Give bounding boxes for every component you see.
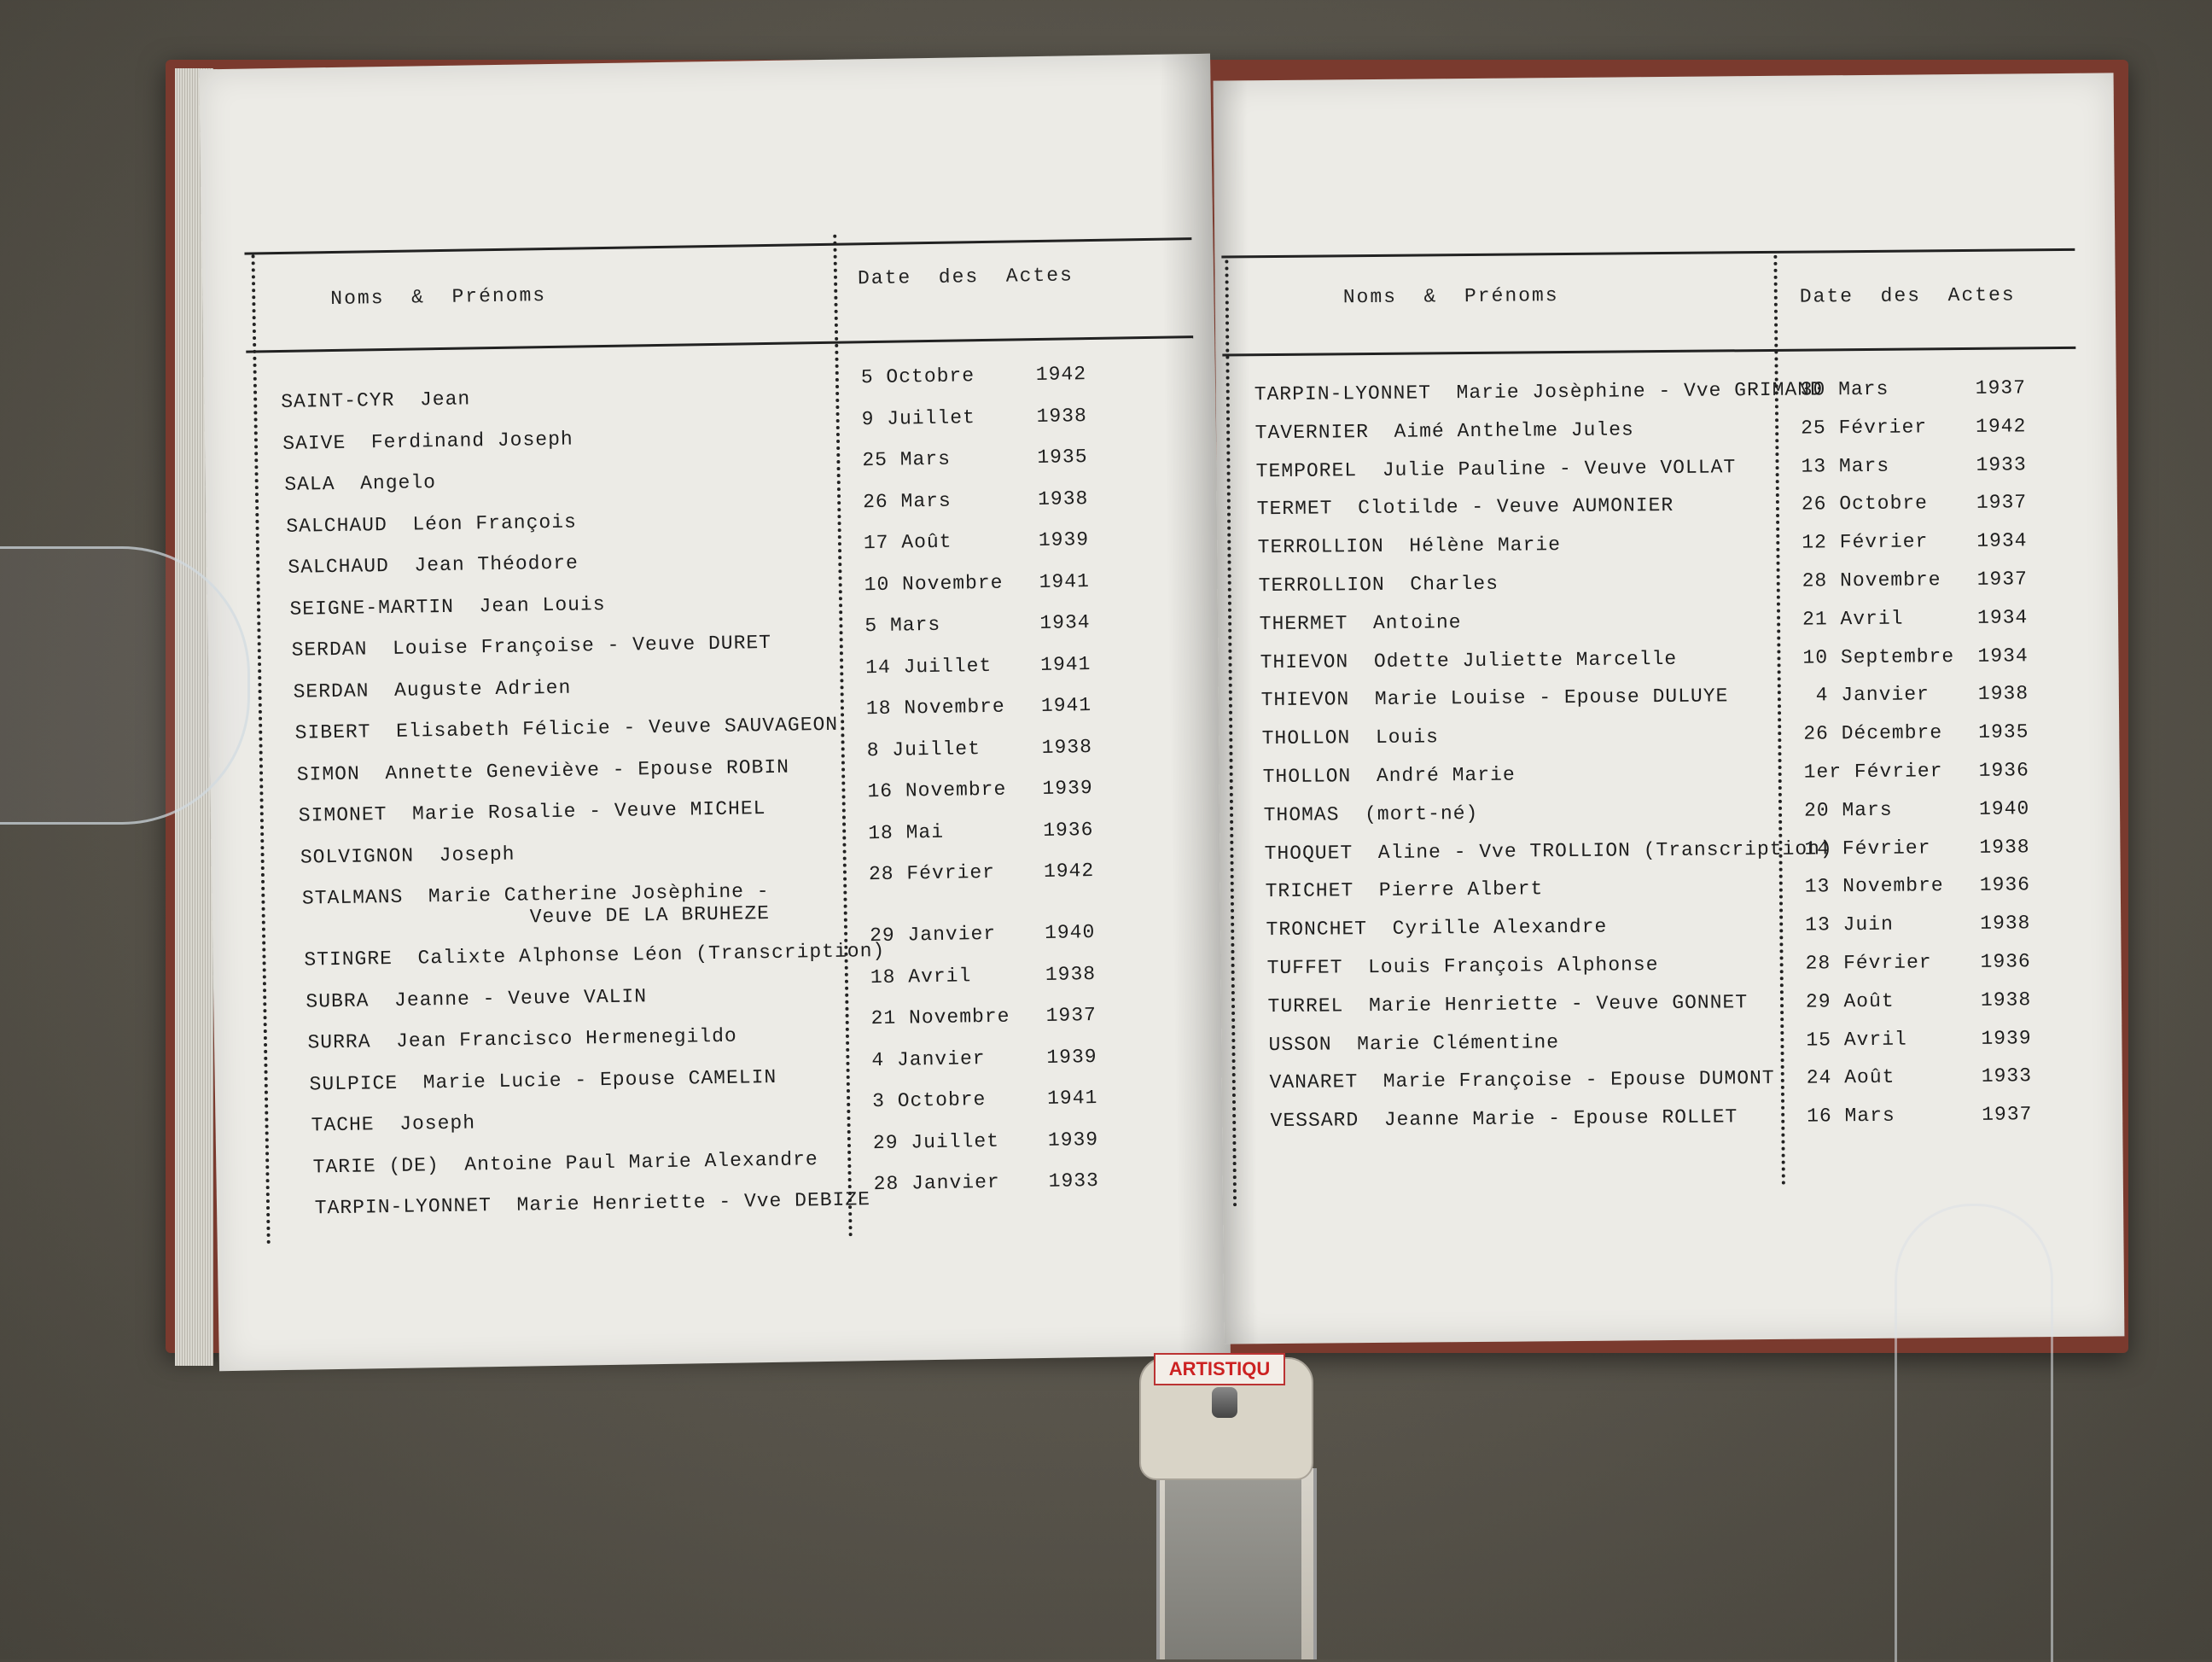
entry-name: TARPIN-LYONNET Marie Henriette - Vve DEBIZE	[314, 1188, 871, 1220]
entry-date	[1804, 835, 2030, 860]
entry-year: 1941	[1046, 1087, 1098, 1110]
entry-name: THOQUET Aline - Vve TROLLION (Transcription)	[1264, 837, 1833, 865]
entry-day-month: 25 Février	[1801, 416, 1928, 440]
entry-year: 1938	[1977, 682, 2029, 706]
entry-year: 1933	[1976, 452, 2027, 476]
entry-year: 1934	[1976, 529, 2028, 553]
entry-day-month: 20 Mars	[1803, 798, 1893, 822]
entry-name: TACHE Joseph	[311, 1111, 476, 1137]
entry-day-month: 18 Mai	[868, 820, 945, 844]
entry-day-month: 29 Janvier	[869, 922, 997, 948]
entry-day-month: 4 Janvier	[871, 1047, 986, 1071]
right-page	[1214, 73, 2125, 1344]
entry-name: SALA Angelo	[284, 471, 437, 496]
entry-day-month: 17 Août	[863, 530, 952, 555]
entry-date	[1800, 376, 2027, 401]
entry-day-month: 13 Novembre	[1804, 874, 1944, 899]
entry-date	[871, 1087, 1098, 1113]
entry-name: THIEVON Marie Louise - Epouse DULUYE	[1260, 685, 1729, 712]
entry-name: THOMAS (mort-né)	[1263, 802, 1479, 826]
entry-name: VANARET Marie Françoise - Epouse DUMONT	[1269, 1067, 1775, 1094]
entry-year: 1937	[1976, 568, 2029, 591]
entry-year: 1939	[1038, 528, 1090, 552]
entry-name: SALCHAUD Jean Théodore	[288, 551, 579, 579]
entry-date	[1805, 912, 2031, 936]
header-dates: Date des Actes	[1799, 283, 2016, 308]
entry-year: 1938	[1041, 735, 1093, 759]
entry-year: 1933	[1981, 1064, 2033, 1088]
entry-date	[1801, 452, 2027, 478]
entry-year: 1942	[1043, 860, 1095, 883]
entry-day-month: 30 Mars	[1800, 377, 1889, 401]
entry-name: TRONCHET Cyrille Alexandre	[1266, 915, 1608, 942]
entry-year: 1936	[1980, 950, 2031, 973]
entry-date	[1801, 491, 2028, 516]
entry-name: TRICHET Pierre Albert	[1265, 878, 1544, 903]
header-names: Noms & Prénoms	[330, 284, 547, 311]
entry-date	[1802, 682, 2029, 708]
entry-day-month: 26 Décembre	[1803, 721, 1943, 745]
entry-date	[871, 1045, 1097, 1071]
entry-day-month: 12 Février	[1802, 530, 1929, 554]
entry-day-month: 13 Mars	[1801, 454, 1890, 478]
entry-name: SAIVE Ferdinand Joseph	[282, 428, 573, 455]
entry-name: TERROLLION Hélène Marie	[1257, 534, 1562, 559]
entry-date	[1803, 797, 2030, 822]
entry-name: SURRA Jean Francisco Hermenegildo	[307, 1024, 737, 1054]
entry-year: 1937	[1975, 376, 2027, 399]
entry-year: 1934	[1976, 606, 2029, 629]
entry-year: 1936	[1979, 873, 2031, 897]
entry-name: TEMPOREL Julie Pauline - Veuve VOLLAT	[1255, 455, 1737, 482]
entry-day-month: 13 Juin	[1805, 913, 1894, 936]
entry-date	[863, 528, 1090, 555]
entry-date	[1806, 1064, 2033, 1089]
entry-date	[1805, 988, 2032, 1013]
entry-day-month: 14 Février	[1804, 836, 1931, 860]
entry-date	[1802, 529, 2028, 554]
entry-year: 1936	[1043, 818, 1094, 842]
entry-year: 1942	[1976, 415, 2027, 438]
entry-day-month: 4 Janvier	[1802, 683, 1930, 708]
entry-name: SERDAN Louise Françoise - Veuve DURET	[291, 631, 772, 662]
entry-year: 1939	[1981, 1026, 2032, 1050]
entry-day-month: 18 Novembre	[865, 695, 1005, 720]
entry-year: 1938	[1036, 404, 1088, 428]
entry-name: VESSARD Jeanne Marie - Epouse ROLLET	[1270, 1105, 1738, 1133]
entry-year: 1941	[1039, 652, 1091, 676]
entry-year: 1933	[1048, 1169, 1100, 1193]
entry-year: 1942	[1035, 363, 1087, 387]
entry-date	[1805, 950, 2031, 975]
entry-day-month: 29 Août	[1805, 989, 1895, 1013]
entry-date	[870, 962, 1097, 988]
entry-name: TAVERNIER Aimé Anthelme Jules	[1254, 418, 1634, 445]
entry-day-month: 21 Avril	[1802, 607, 1904, 631]
header-bottom-rule	[1222, 347, 2075, 357]
entry-year: 1938	[1979, 835, 2030, 859]
entry-day-month: 16 Mars	[1807, 1104, 1895, 1128]
entry-year: 1940	[1044, 921, 1096, 944]
entry-name: TARPIN-LYONNET Marie Josèphine - Vve GRIMAND	[1254, 378, 1823, 406]
wire-loop	[1895, 1204, 2053, 1662]
entry-date	[1802, 644, 2029, 669]
entry-year: 1941	[1040, 694, 1092, 717]
entry-year: 1934	[1977, 644, 2029, 668]
entry-name: SOLVIGNON Joseph	[300, 843, 515, 869]
entry-date	[1803, 759, 2029, 784]
entry-day-month: 10 Septembre	[1802, 644, 1955, 669]
entry-year: 1936	[1978, 759, 2029, 782]
entry-date	[870, 1004, 1097, 1030]
entry-day-month: 14 Juillet	[864, 654, 992, 679]
clamp-label: ARTISTIQU	[1154, 1353, 1285, 1385]
entry-day-month: 18 Avril	[870, 964, 972, 988]
header-dates: Date des Actes	[857, 264, 1074, 290]
entry-date	[872, 1128, 1099, 1154]
entry-year: 1939	[1047, 1128, 1099, 1152]
entry-name: TURREL Marie Henriette - Veuve GONNET	[1267, 991, 1749, 1018]
entry-date	[861, 404, 1088, 430]
entry-date	[862, 487, 1089, 513]
entry-year: 1935	[1978, 720, 2029, 744]
entry-day-month: 26 Mars	[862, 489, 952, 513]
entry-day-month: 28 Novembre	[1802, 569, 1941, 592]
entry-name: USSON Marie Clémentine	[1268, 1030, 1560, 1056]
entry-date	[868, 860, 1095, 886]
clamp-screw	[1212, 1387, 1237, 1418]
entry-day-month: 26 Octobre	[1801, 492, 1929, 516]
entry-date	[869, 921, 1096, 948]
entry-date	[873, 1169, 1100, 1196]
entry-year: 1938	[1037, 487, 1089, 510]
entry-year: 1938	[1980, 988, 2032, 1012]
entry-name: THIEVON Odette Juliette Marcelle	[1260, 647, 1678, 674]
entry-day-month: 5 Mars	[864, 613, 941, 638]
entry-year: 1941	[1039, 569, 1091, 593]
entry-name: STALMANS Marie Catherine Josèphine - Veuve DE LA BRUHEZE	[301, 880, 771, 932]
entry-day-month: 28 Février	[868, 860, 996, 886]
entry-year: 1937	[1045, 1004, 1097, 1027]
header-names: Noms & Prénoms	[1342, 284, 1559, 309]
entry-date	[1802, 568, 2029, 592]
entry-name: SEIGNE-MARTIN Jean Louis	[289, 592, 606, 621]
entry-date	[865, 694, 1092, 720]
entry-year: 1935	[1037, 446, 1088, 469]
entry-year: 1938	[1045, 962, 1097, 986]
entry-date	[862, 446, 1088, 472]
entry-date	[1804, 873, 2031, 899]
clamp-plate	[1165, 1477, 1301, 1659]
entry-name: SIBERT Elisabeth Félicie - Veuve SAUVAGEON	[294, 713, 839, 744]
entry-name: TERMET Clotilde - Veuve AUMONIER	[1256, 494, 1674, 521]
entry-date	[1806, 1026, 2032, 1052]
left-page	[199, 54, 1231, 1371]
entry-name: TUFFET Louis François Alphonse	[1266, 953, 1659, 980]
entry-day-month: 3 Octobre	[871, 1088, 987, 1113]
entry-date	[1802, 606, 2029, 631]
entry-day-month: 9 Juillet	[861, 405, 976, 430]
entry-year: 1939	[1042, 777, 1093, 800]
entry-name: THOLLON Louis	[1261, 726, 1440, 750]
plastic-bookmark	[0, 546, 250, 825]
entry-name: SIMONET Marie Rosalie - Veuve MICHEL	[298, 797, 766, 827]
entry-day-month: 25 Mars	[862, 447, 952, 472]
header-top-rule	[1221, 248, 2075, 259]
entry-day-month: 24 Août	[1806, 1066, 1895, 1089]
header-top-rule	[244, 237, 1191, 254]
entry-date	[860, 363, 1087, 389]
entry-name: SUBRA Jeanne - Veuve VALIN	[306, 984, 648, 1013]
entry-date	[864, 611, 1091, 638]
entry-date	[1803, 720, 2029, 745]
entry-day-month: 16 Novembre	[867, 778, 1007, 803]
entry-day-month: 15 Avril	[1806, 1028, 1907, 1052]
entry-name: THERMET Antoine	[1259, 610, 1462, 635]
entry-date	[864, 569, 1091, 596]
entry-day-month: 1er Février	[1803, 760, 1943, 784]
entry-day-month: 28 Février	[1805, 951, 1932, 975]
entry-day-month: 21 Novembre	[870, 1005, 1010, 1030]
entry-name: SAINT-CYR Jean	[281, 388, 471, 413]
left-border-dots	[252, 254, 271, 1245]
entry-name: SALCHAUD Léon François	[286, 510, 578, 538]
entry-date	[868, 818, 1094, 844]
entry-date	[867, 777, 1093, 803]
entry-day-month: 5 Octobre	[860, 364, 975, 389]
entry-name: TERROLLION Charles	[1258, 572, 1499, 598]
entry-name: TARIE (DE) Antoine Paul Marie Alexandre	[312, 1147, 818, 1178]
entry-year: 1940	[1978, 797, 2030, 820]
entry-year: 1937	[1976, 491, 2028, 515]
entry-name: SERDAN Auguste Adrien	[293, 676, 572, 703]
entry-date	[866, 735, 1093, 761]
entry-name: STINGRE Calixte Alphonse Léon (Transcription)	[304, 939, 886, 971]
left-border-dots	[1225, 260, 1237, 1207]
entry-date	[1807, 1103, 2033, 1128]
entry-year: 1938	[1980, 912, 2031, 936]
entry-date	[864, 652, 1091, 679]
entry-year: 1934	[1039, 611, 1091, 635]
entry-name: SULPICE Marie Lucie - Epouse CAMELIN	[309, 1065, 777, 1096]
entry-date	[1801, 415, 2027, 440]
entry-name: SIMON Annette Geneviève - Epouse ROBIN	[296, 755, 790, 786]
entry-year: 1939	[1046, 1045, 1097, 1069]
column-divider-dots	[833, 235, 852, 1238]
entry-year: 1937	[1982, 1103, 2033, 1127]
entry-day-month: 29 Juillet	[872, 1129, 1000, 1154]
header-bottom-rule	[246, 335, 1193, 353]
entry-day-month: 8 Juillet	[866, 737, 981, 761]
entry-name: THOLLON André Marie	[1262, 763, 1516, 789]
entry-day-month: 10 Novembre	[864, 571, 1004, 596]
entry-day-month: 28 Janvier	[873, 1170, 1000, 1196]
